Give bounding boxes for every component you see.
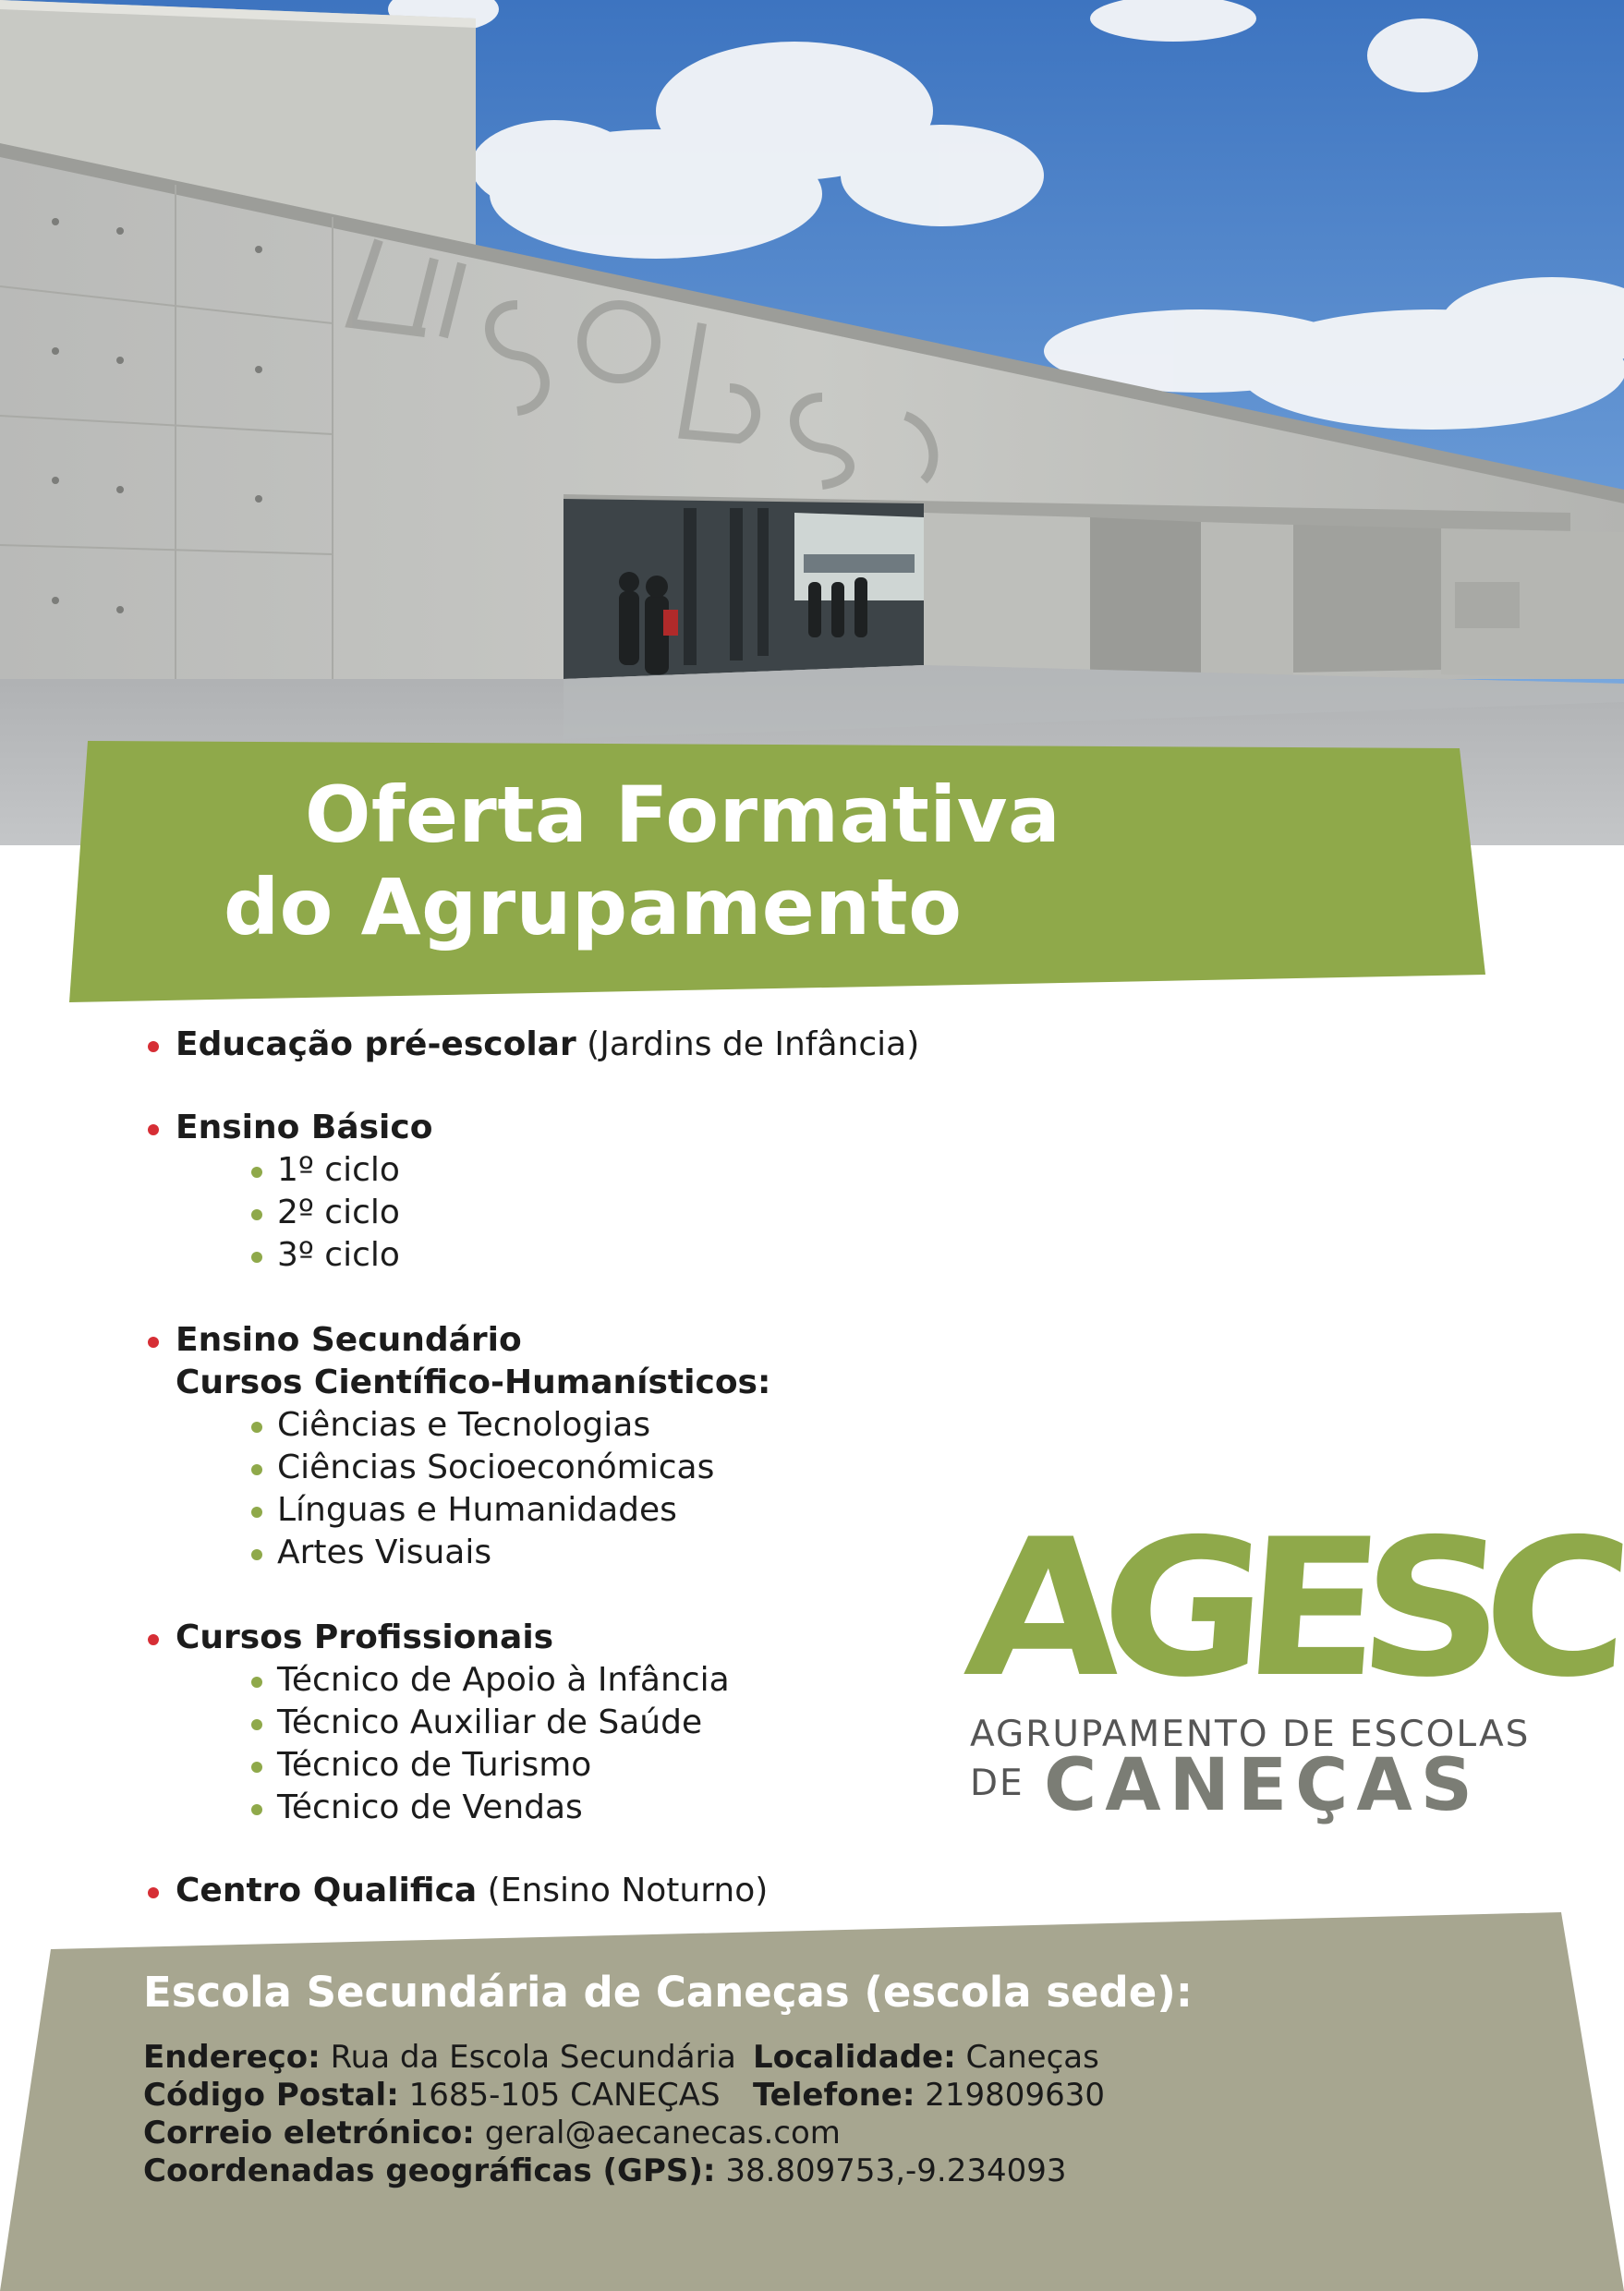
list-item-preschool	[176, 1024, 919, 1066]
contact-postal	[143, 2077, 721, 2114]
list-item-secondary	[176, 1319, 522, 1362]
contact-email-value[interactable]: geral@aecanecas.com	[484, 2115, 841, 2152]
sub-bullet-icon	[251, 1719, 262, 1730]
sub-bullet-icon	[251, 1804, 262, 1815]
sub-bullet-icon	[251, 1464, 262, 1475]
sub-item	[277, 1702, 702, 1744]
sub-item-label: Técnico Auxiliar de Saúde	[277, 1703, 703, 1741]
sub-item-label: 1º ciclo	[277, 1151, 400, 1189]
sub-item-label: Técnico de Vendas	[277, 1788, 583, 1826]
sub-item	[277, 1149, 400, 1192]
sub-item	[277, 1787, 583, 1829]
sub-bullet-icon	[251, 1507, 262, 1518]
contact-locality	[753, 2039, 1099, 2076]
hero-photo	[0, 0, 1624, 845]
sub-bullet-icon	[251, 1252, 262, 1263]
contact-postal-label: Código Postal:	[143, 2077, 399, 2114]
logo-de: DE	[970, 1763, 1024, 1804]
contact-phone-value: 219809630	[925, 2077, 1105, 2114]
sub-item-label: Ciências Socioeconómicas	[277, 1449, 715, 1486]
sub-item	[277, 1532, 491, 1574]
bullet-dot-icon	[148, 1124, 159, 1135]
contact-gps-label: Coordenadas geográficas (GPS):	[143, 2152, 716, 2189]
contact-address	[143, 2039, 736, 2076]
sub-item-label: 2º ciclo	[277, 1194, 400, 1231]
sub-item-label: Ciências e Tecnologias	[277, 1406, 651, 1444]
sub-item	[277, 1659, 730, 1702]
sub-bullet-icon	[251, 1677, 262, 1688]
bullet-dot-icon	[148, 1887, 159, 1898]
item-note: (Ensino Noturno)	[487, 1872, 769, 1909]
page-title-line1: Oferta Formativa	[305, 770, 1061, 860]
contact-address-label: Endereço:	[143, 2039, 321, 2076]
contact-gps-value: 38.809753,-9.234093	[725, 2152, 1067, 2189]
item-label: Educação pré-escolar	[176, 1025, 576, 1063]
sub-item	[277, 1744, 591, 1787]
sub-item-label: Técnico de Apoio à Infância	[277, 1661, 730, 1699]
contact-address-value: Rua da Escola Secundária	[330, 2039, 736, 2076]
item-label: Cursos Profissionais	[176, 1618, 554, 1656]
contact-locality-label: Localidade:	[753, 2039, 956, 2076]
sub-bullet-icon	[251, 1209, 262, 1220]
sub-bullet-icon	[251, 1422, 262, 1433]
sub-bullet-icon	[251, 1167, 262, 1178]
list-item-basic	[176, 1107, 432, 1149]
contact-postal-value: 1685-105 CANEÇAS	[408, 2077, 721, 2114]
contact-gps	[143, 2152, 1067, 2189]
contact-locality-value: Caneças	[965, 2039, 1099, 2076]
school-building-illustration	[0, 0, 1624, 845]
contact-email-label: Correio eletrónico:	[143, 2115, 475, 2152]
item-label: Ensino Secundário	[176, 1321, 522, 1359]
bullet-dot-icon	[148, 1041, 159, 1052]
item-note: (Jardins de Infância)	[587, 1025, 920, 1063]
logo-town: CANEÇAS	[1044, 1744, 1481, 1827]
sub-item-label: Técnico de Turismo	[277, 1746, 592, 1784]
sub-item	[277, 1447, 714, 1489]
sub-item-label: Artes Visuais	[277, 1533, 492, 1571]
contact-email	[143, 2115, 841, 2152]
bullet-dot-icon	[148, 1337, 159, 1348]
sub-item	[277, 1234, 400, 1277]
contact-phone-label: Telefone:	[753, 2077, 915, 2114]
sub-item	[277, 1404, 650, 1447]
item-label: Ensino Básico	[176, 1109, 433, 1146]
list-item-secondary-sublabel	[176, 1362, 770, 1404]
item-sublabel: Cursos Científico-Humanísticos:	[176, 1364, 771, 1401]
item-label: Centro Qualifica	[176, 1872, 478, 1909]
sub-bullet-icon	[251, 1762, 262, 1773]
contact-phone	[753, 2077, 1105, 2114]
agesc-logo	[959, 1499, 1618, 1829]
logo-subtitle: AGRUPAMENTO DE ESCOLAS	[970, 1714, 1531, 1755]
sub-bullet-icon	[251, 1549, 262, 1560]
sub-item-label: 3º ciclo	[277, 1236, 400, 1274]
list-item-professional	[176, 1617, 553, 1659]
bullet-dot-icon	[148, 1634, 159, 1645]
logo-wordmark: AGESC	[959, 1499, 1618, 1719]
contact-heading: Escola Secundária de Caneças (escola sede):	[143, 1968, 1193, 2017]
sub-item-label: Línguas e Humanidades	[277, 1491, 677, 1529]
sub-item	[277, 1489, 677, 1532]
page-title-line2: do Agrupamento	[224, 862, 963, 952]
sub-item	[277, 1192, 400, 1234]
